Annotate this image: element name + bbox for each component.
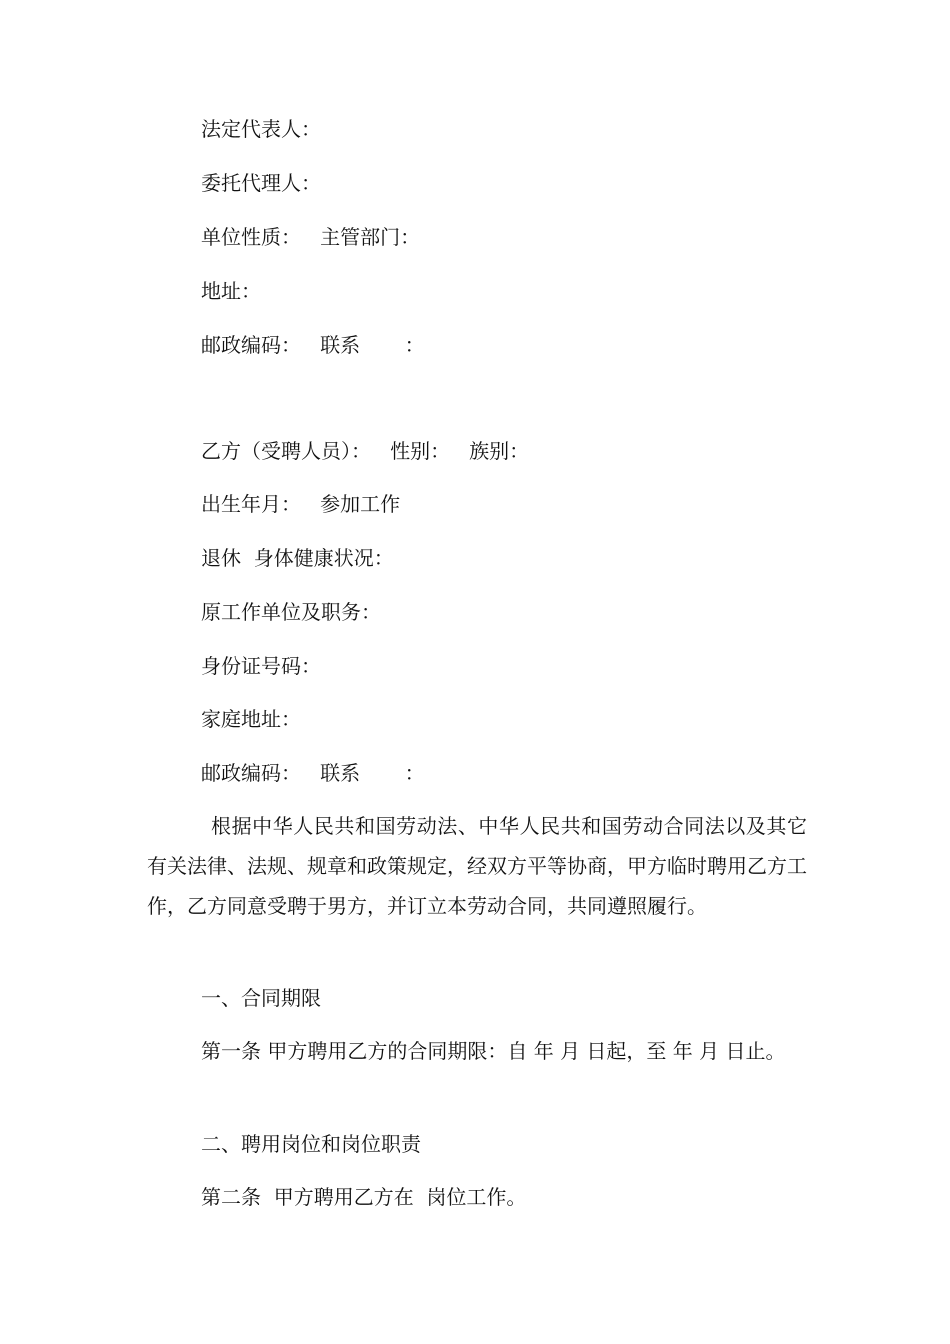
article-1-text: 第一条 甲方聘用乙方的合同期限：自 年 月 日起，至 年 月 日止。 (201, 1039, 786, 1063)
unit-nature-label: 单位性质： 主管部门： (201, 225, 421, 249)
health-status-label: 退休 身体健康状况： (201, 546, 394, 570)
party-b-postal-code-label: 邮政编码： 联系 ： (201, 761, 425, 785)
preamble-paragraph: 根据中华人民共和国劳动法、中华人民共和国劳动合同法以及其它有关法律、法规、规章和政策规定，经双方平等协商，甲方临时聘用乙方工作，乙方同意受聘于男方，并订立本劳动合同，共同遵照履行。 (147, 814, 807, 918)
section-1-heading: 一、合同期限 (201, 986, 321, 1010)
birth-date-label: 出生年月： 参加工作 (201, 492, 401, 516)
authorized-agent-label: 委托代理人： (201, 171, 321, 195)
legal-representative-label: 法定代表人： (201, 117, 321, 141)
former-employer-label: 原工作单位及职务： (201, 600, 381, 624)
section-2-heading: 二、聘用岗位和岗位职责 (201, 1132, 421, 1156)
id-number-label: 身份证号码： (201, 654, 321, 678)
article-2-text: 第二条 甲方聘用乙方在 岗位工作。 (201, 1185, 527, 1209)
home-address-label: 家庭地址： (201, 707, 301, 731)
party-b-heading: 乙方（受聘人员）： 性别： 族别： (201, 439, 530, 463)
party-a-address-label: 地址： (201, 279, 261, 303)
party-a-postal-code-label: 邮政编码： 联系 ： (201, 333, 425, 357)
